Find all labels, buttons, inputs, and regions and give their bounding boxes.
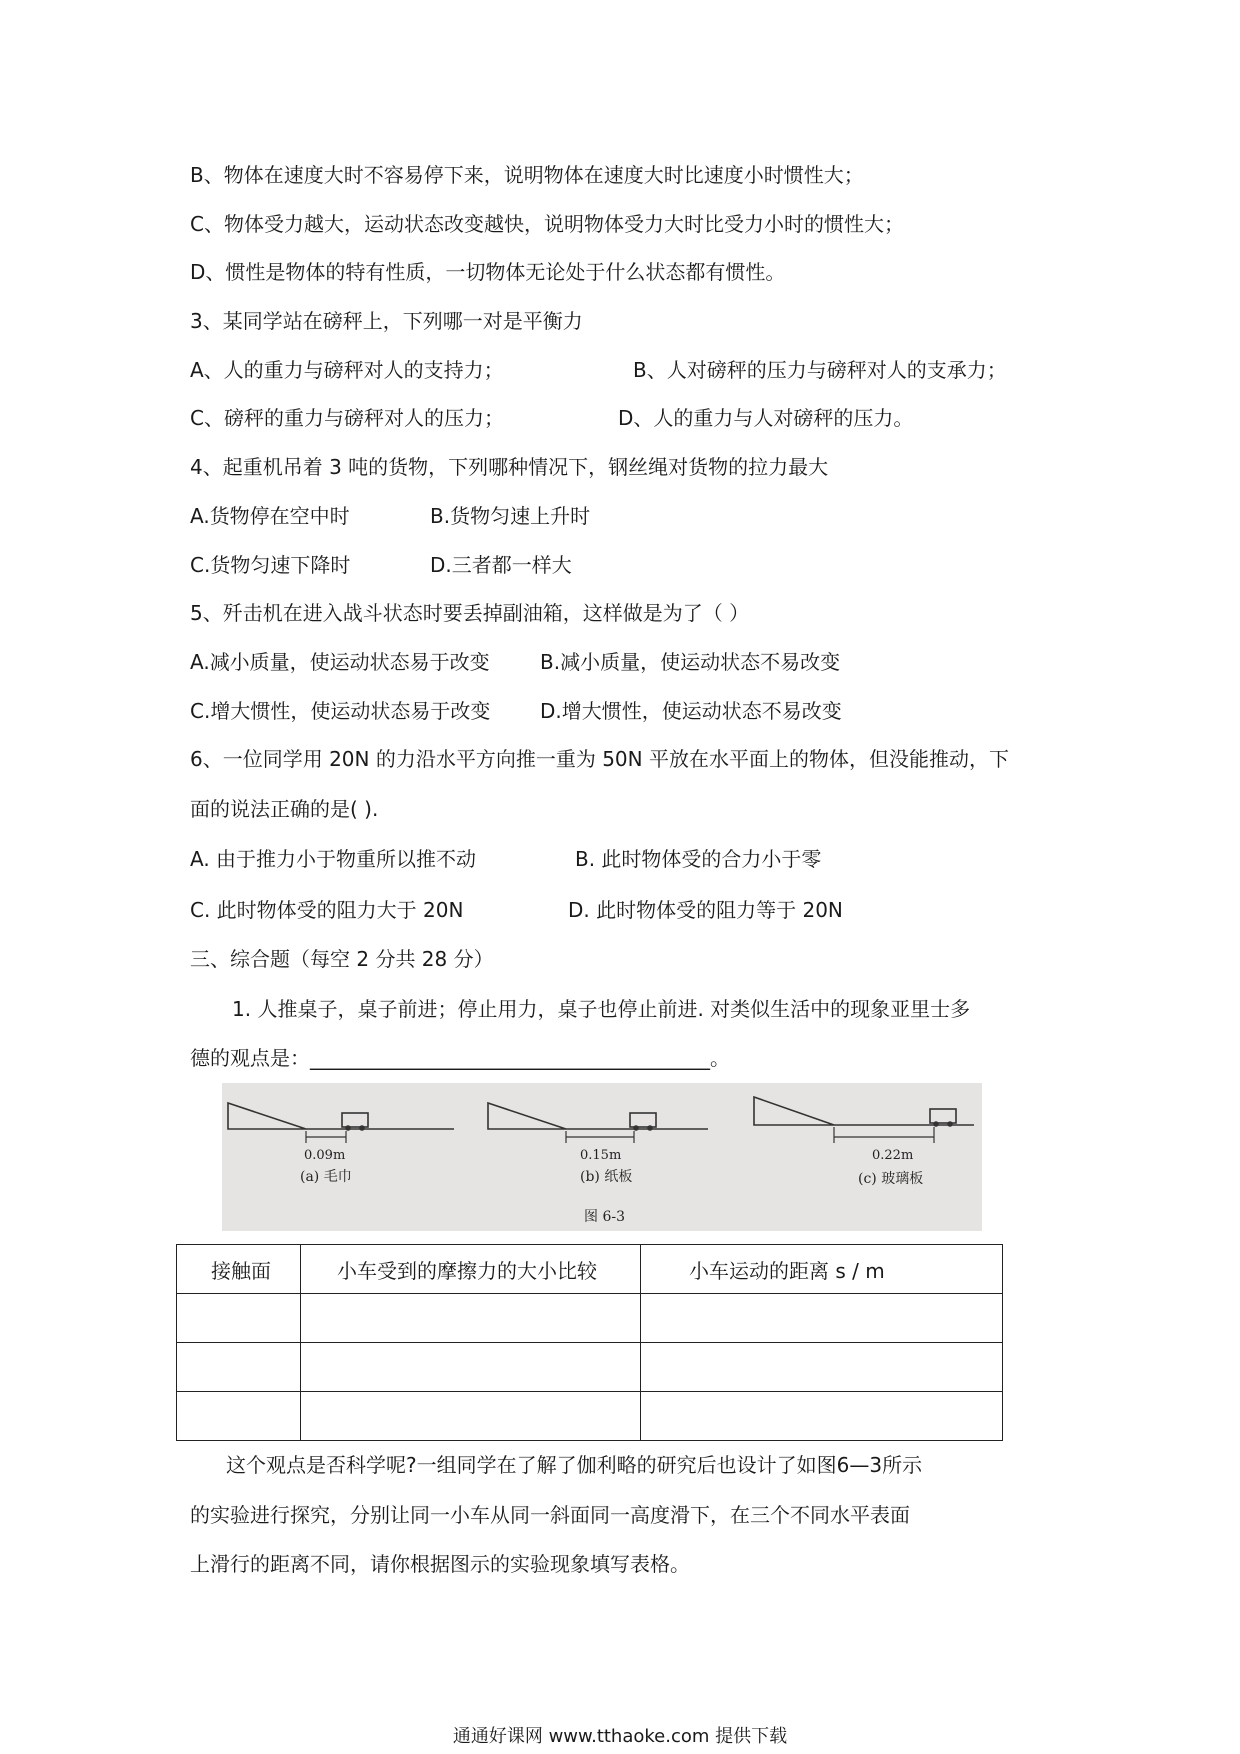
table-cell[interactable] bbox=[641, 1392, 1003, 1441]
table-cell[interactable] bbox=[641, 1294, 1003, 1343]
table-row bbox=[177, 1343, 1003, 1392]
dimension-c bbox=[834, 1127, 934, 1143]
section3-p1-line2: 德的观点是：________________________________________。 bbox=[190, 1046, 730, 1070]
q4-option-a: A.货物停在空中时 bbox=[190, 504, 350, 528]
q6-stem-line1: 6、一位同学用 20N 的力沿水平方向推一重为 50N 平放在水平面上的物体，但没能推动，下 bbox=[190, 747, 1009, 771]
dimension-a bbox=[306, 1131, 346, 1143]
q5-option-b: B.减小质量，使运动状态不易改变 bbox=[540, 650, 841, 674]
cart-c bbox=[930, 1109, 956, 1126]
q3-stem: 3、某同学站在磅秤上，下列哪一对是平衡力 bbox=[190, 309, 583, 333]
q2-option-c: C、物体受力越大，运动状态改变越快，说明物体受力大时比受力小时的惯性大； bbox=[190, 212, 904, 236]
q4-option-d: D.三者都一样大 bbox=[430, 553, 572, 577]
surface-b-label: (b) 纸板 bbox=[580, 1169, 633, 1185]
q5-option-a: A.减小质量，使运动状态易于改变 bbox=[190, 650, 490, 674]
section3-p1-line1: 1. 人推桌子，桌子前进；停止用力，桌子也停止前进. 对类似生活中的现象亚里士多 bbox=[232, 997, 971, 1021]
q6-option-a: A. 由于推力小于物重所以推不动 bbox=[190, 847, 477, 871]
q6-stem-line2: 面的说法正确的是( ). bbox=[190, 797, 379, 821]
table-cell[interactable] bbox=[177, 1343, 301, 1392]
q4-option-b: B.货物匀速上升时 bbox=[430, 504, 591, 528]
section3-title: 三、综合题（每空 2 分共 28 分） bbox=[190, 947, 494, 971]
ramp-c bbox=[754, 1097, 974, 1125]
dimension-b bbox=[566, 1131, 634, 1143]
table-cell[interactable] bbox=[301, 1343, 641, 1392]
surface-a-label: (a) 毛巾 bbox=[300, 1169, 352, 1185]
distance-a-label: 0.09m bbox=[304, 1148, 346, 1163]
table-row bbox=[177, 1392, 1003, 1441]
figure-caption: 图 6-3 bbox=[584, 1209, 625, 1225]
distance-c-label: 0.22m bbox=[872, 1148, 914, 1163]
page-footer: 通通好课网 www.tthaoke.com 提供下载 bbox=[452, 1726, 788, 1747]
ramp-b bbox=[488, 1103, 708, 1129]
experiment-figure bbox=[222, 1083, 982, 1231]
cart-a bbox=[342, 1113, 368, 1130]
ramp-a bbox=[228, 1103, 454, 1129]
q3-option-c: C、磅秤的重力与磅秤对人的压力； bbox=[190, 406, 504, 430]
distance-b-label: 0.15m bbox=[580, 1148, 622, 1163]
q4-option-c: C.货物匀速下降时 bbox=[190, 553, 351, 577]
q4-stem: 4、起重机吊着 3 吨的货物，下列哪种情况下，钢丝绳对货物的拉力最大 bbox=[190, 455, 829, 479]
q5-option-c: C.增大惯性，使运动状态易于改变 bbox=[190, 699, 491, 723]
q3-option-d: D、人的重力与人对磅秤的压力。 bbox=[618, 406, 914, 430]
q5-stem: 5、歼击机在进入战斗状态时要丢掉副油箱，这样做是为了（ ） bbox=[190, 601, 750, 625]
q2-option-d: D、惯性是物体的特有性质，一切物体无论处于什么状态都有惯性。 bbox=[190, 260, 786, 284]
q3-option-b: B、人对磅秤的压力与磅秤对人的支承力； bbox=[633, 358, 1007, 382]
table-cell[interactable] bbox=[641, 1343, 1003, 1392]
surface-c-label: (c) 玻璃板 bbox=[858, 1171, 924, 1187]
cart-b bbox=[630, 1113, 656, 1130]
table-header-distance: 小车运动的距离 s / m bbox=[641, 1245, 1003, 1294]
table-cell[interactable] bbox=[301, 1392, 641, 1441]
paragraph-line3: 上滑行的距离不同，请你根据图示的实验现象填写表格。 bbox=[190, 1552, 690, 1576]
paragraph-line1: 这个观点是否科学呢?一组同学在了解了伽利略的研究后也设计了如图6—3所示 bbox=[226, 1453, 923, 1477]
q6-option-b: B. 此时物体受的合力小于零 bbox=[575, 847, 822, 871]
q3-option-a: A、人的重力与磅秤对人的支持力； bbox=[190, 358, 504, 382]
results-table bbox=[176, 1244, 1003, 1441]
table-header-surface: 接触面 bbox=[177, 1245, 301, 1294]
q6-option-c: C. 此时物体受的阻力大于 20N bbox=[190, 898, 464, 922]
q2-option-b: B、物体在速度大时不容易停下来，说明物体在速度大时比速度小时惯性大； bbox=[190, 163, 864, 187]
q5-option-d: D.增大惯性，使运动状态不易改变 bbox=[540, 699, 842, 723]
table-row bbox=[177, 1294, 1003, 1343]
q6-option-d: D. 此时物体受的阻力等于 20N bbox=[568, 898, 843, 922]
table-cell[interactable] bbox=[301, 1294, 641, 1343]
table-header-friction: 小车受到的摩擦力的大小比较 bbox=[301, 1245, 641, 1294]
paragraph-line2: 的实验进行探究，分别让同一小车从同一斜面同一高度滑下，在三个不同水平表面 bbox=[190, 1503, 910, 1527]
table-header-row bbox=[177, 1245, 1003, 1294]
table-cell[interactable] bbox=[177, 1392, 301, 1441]
table-cell[interactable] bbox=[177, 1294, 301, 1343]
